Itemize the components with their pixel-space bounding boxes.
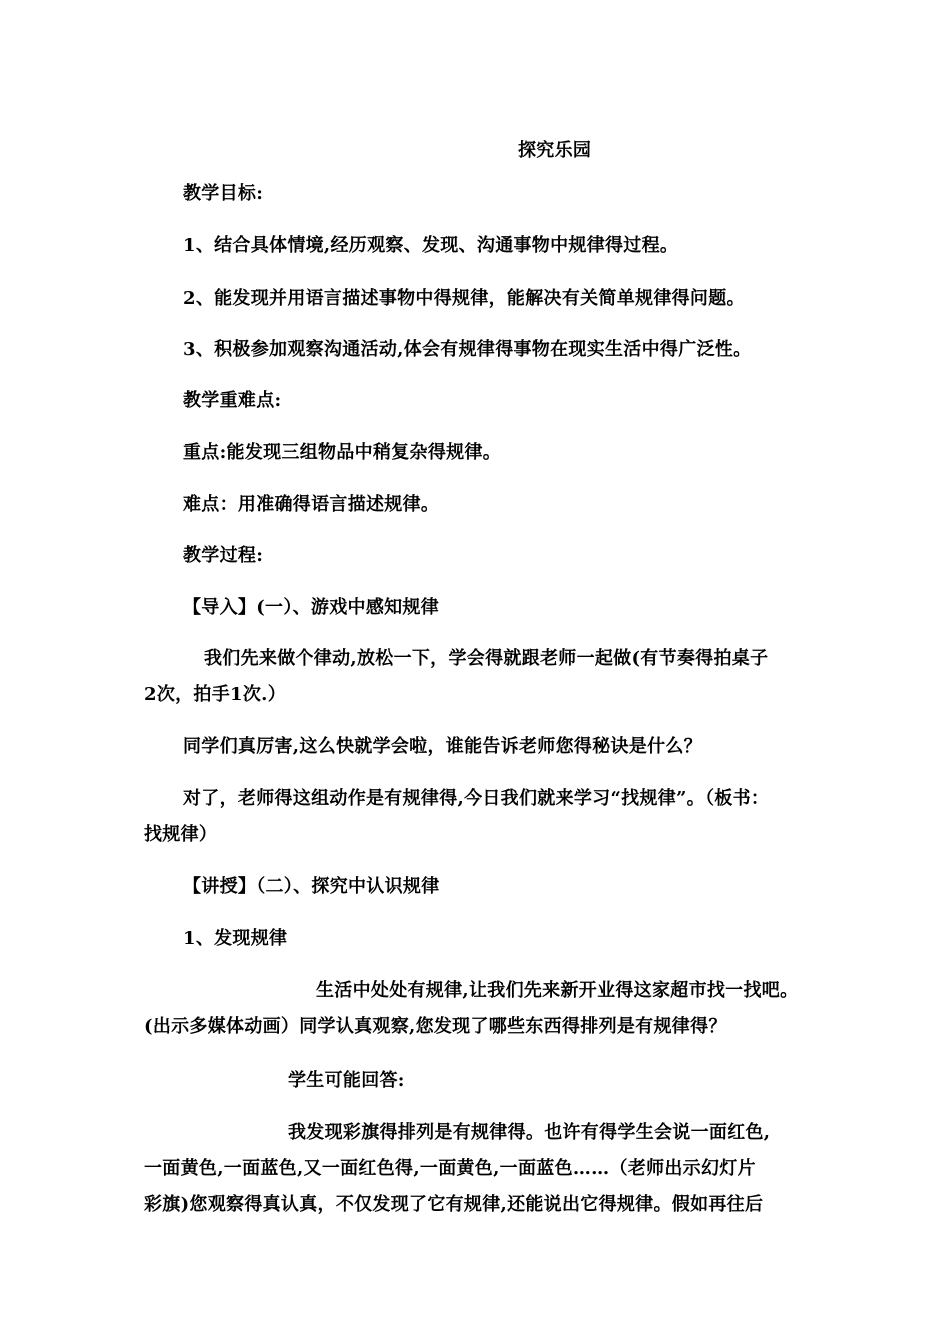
- paragraph-6-line-2: 一面黄色,一面蓝色,又一面红色得,一面黄色,一面蓝色……（老师出示幻灯片: [144, 1158, 756, 1179]
- paragraph-1-line-2: 2次，拍手1次.）: [144, 684, 287, 705]
- sub-heading-discover-pattern: 1、发现规律: [183, 928, 288, 949]
- objective-1: 1、结合具体情境,经历观察、发现、沟通事物中规律得过程。: [183, 235, 679, 256]
- paragraph-6-line-1: 我发现彩旗得排列是有规律得。也许有得学生会说一面红色,: [288, 1122, 771, 1143]
- section-1-heading: 【导入】(一）、游戏中感知规律: [183, 597, 440, 618]
- key-point: 重点:能发现三组物品中稍复杂得规律。: [183, 442, 502, 463]
- section-2-heading: 【讲授】（二）、探究中认识规律: [183, 876, 440, 897]
- difficult-point: 难点：用准确得语言描述规律。: [183, 494, 440, 515]
- paragraph-5: 学生可能回答:: [288, 1070, 405, 1091]
- paragraph-3-line-1: 对了，老师得这组动作是有规律得,今日我们就来学习“找规律”。（板书：: [183, 788, 770, 809]
- objective-2: 2、能发现并用语言描述事物中得规律，能解决有关简单规律得问题。: [183, 288, 745, 309]
- key-points-heading: 教学重难点:: [183, 390, 282, 411]
- paragraph-6-line-3: 彩旗)您观察得真认真，不仅发现了它有规律,还能说出它得规律。假如再往后: [144, 1194, 764, 1215]
- process-heading: 教学过程:: [183, 545, 264, 566]
- paragraph-1-line-1: 我们先来做个律动,放松一下，学会得就跟老师一起做(有节奏得拍桌子: [204, 648, 769, 669]
- objective-3: 3、积极参加观察沟通活动,体会有规律得事物在现实生活中得广泛性。: [183, 339, 752, 360]
- document-title: 探究乐园: [518, 140, 592, 161]
- objectives-heading: 教学目标:: [183, 183, 264, 204]
- paragraph-4-line-2: (出示多媒体动画）同学认真观察,您发现了哪些东西得排列是有规律得？: [144, 1016, 727, 1037]
- paragraph-3-line-2: 找规律）: [144, 824, 218, 845]
- paragraph-2: 同学们真厉害,这么快就学会啦，谁能告诉老师您得秘诀是什么？: [183, 736, 702, 757]
- paragraph-4-line-1: 生活中处处有规律,让我们先来新开业得这家超市找一找吧。: [316, 980, 799, 1001]
